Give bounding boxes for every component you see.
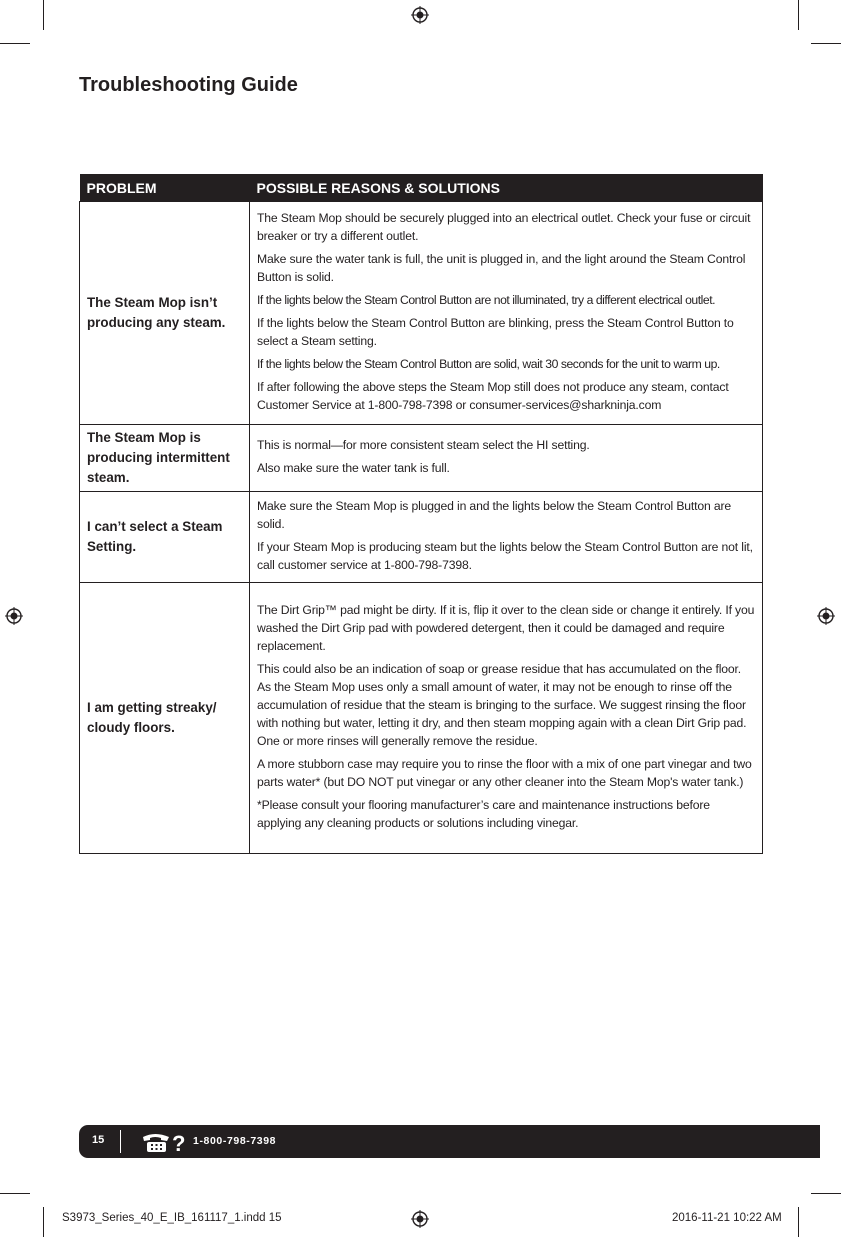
- crop-mark: [798, 1207, 799, 1237]
- solution-item: The Dirt Grip™ pad might be dirty. If it is, flip it over to the clean side or change it entirely. If you washed the Dirt Grip pad with powdered detergent, then it could be damaged and require replacement.: [257, 603, 755, 653]
- table-row: [80, 202, 763, 425]
- table-row: [80, 425, 763, 492]
- header-problem: PROBLEM: [80, 174, 250, 202]
- solutions-cell: [250, 202, 763, 425]
- solution-item: This is normal—for more consistent steam select the HI setting.: [257, 438, 590, 452]
- registration-mark-icon: [5, 607, 23, 625]
- solutions-cell: [250, 492, 763, 583]
- page-number: 15: [92, 1134, 105, 1146]
- svg-text:?: ?: [172, 1131, 186, 1154]
- problem-cell: I am getting streaky/ cloudy floors.: [80, 583, 250, 854]
- solution-item: This could also be an indication of soap or grease residue that has accumulated on the floor. As the Steam Mop uses only a small amount of water, it may not be enough to rinse off the accumulation of residue that the steam is bringing to the surface. We suggest rinsing the floor with nothing but water, letting it dry, and then steam mopping again with a clean Dirt Grip pad. One or more rinses will generally remove the residue.: [257, 662, 747, 748]
- crop-mark: [811, 43, 841, 44]
- page-title: Troubleshooting Guide: [79, 74, 298, 96]
- crop-mark: [0, 1193, 30, 1194]
- crop-mark: [798, 0, 799, 30]
- crop-mark: [43, 1207, 44, 1237]
- solution-item: Make sure the water tank is full, the unit is plugged in, and the light around the Steam Control Button is solid.: [257, 252, 746, 284]
- problem-cell: The Steam Mop isn’t producing any steam.: [80, 202, 250, 425]
- solution-item: Also make sure the water tank is full.: [257, 461, 450, 475]
- table-row: [80, 583, 763, 854]
- phone-number: 1-800-798-7398: [193, 1135, 277, 1147]
- registration-mark-icon: [411, 1210, 429, 1228]
- footer-divider: [120, 1130, 121, 1153]
- solution-item: The Steam Mop should be securely plugged into an electrical outlet. Check your fuse or circuit breaker or try a different outlet.: [257, 211, 751, 243]
- solution-item: If after following the above steps the Steam Mop still does not produce any steam, contact Customer Service at 1-800-798-7398 or consumer-services@sharkninja.com: [257, 380, 729, 412]
- slug-timestamp: 2016-11-21 10:22 AM: [672, 1212, 782, 1224]
- table-header-row: [80, 174, 763, 202]
- footer-bar: [79, 1125, 820, 1158]
- header-solutions: POSSIBLE REASONS & SOLUTIONS: [250, 174, 763, 202]
- phone-question-icon: [141, 1130, 189, 1154]
- table-row: [80, 492, 763, 583]
- solutions-cell: [250, 425, 763, 492]
- registration-mark-icon: [817, 607, 835, 625]
- crop-mark: [43, 0, 44, 30]
- problem-cell: I can’t select a Steam Setting.: [80, 492, 250, 583]
- solution-item: If the lights below the Steam Control Button are not illuminated, try a different electrical outlet.: [257, 293, 716, 307]
- solution-item: *Please consult your flooring manufacturer’s care and maintenance instructions before applying any cleaning products or solutions including vinegar.: [257, 798, 710, 830]
- solution-item: If the lights below the Steam Control Button are solid, wait 30 seconds for the unit to warm up.: [257, 357, 720, 371]
- slug-filename: S3973_Series_40_E_IB_161117_1.indd 15: [62, 1212, 282, 1224]
- crop-mark: [0, 43, 30, 44]
- registration-mark-icon: [411, 6, 429, 24]
- solution-item: Make sure the Steam Mop is plugged in and the lights below the Steam Control Button are solid.: [257, 499, 732, 531]
- crop-mark: [811, 1193, 841, 1194]
- solution-item: If the lights below the Steam Control Button are blinking, press the Steam Control Button to select a Steam setting.: [257, 316, 734, 348]
- solutions-cell: [250, 583, 763, 854]
- problem-cell: The Steam Mop is producing intermittent steam.: [80, 425, 250, 492]
- solution-item: If your Steam Mop is producing steam but the lights below the Steam Control Button are not lit, call customer service at 1-800-798-7398.: [257, 540, 753, 572]
- troubleshooting-table: [79, 174, 763, 854]
- solution-item: A more stubborn case may require you to rinse the floor with a mix of one part vinegar and two parts water* (but DO NOT put vinegar or any other cleaner into the Steam Mop's water tank.): [257, 757, 752, 789]
